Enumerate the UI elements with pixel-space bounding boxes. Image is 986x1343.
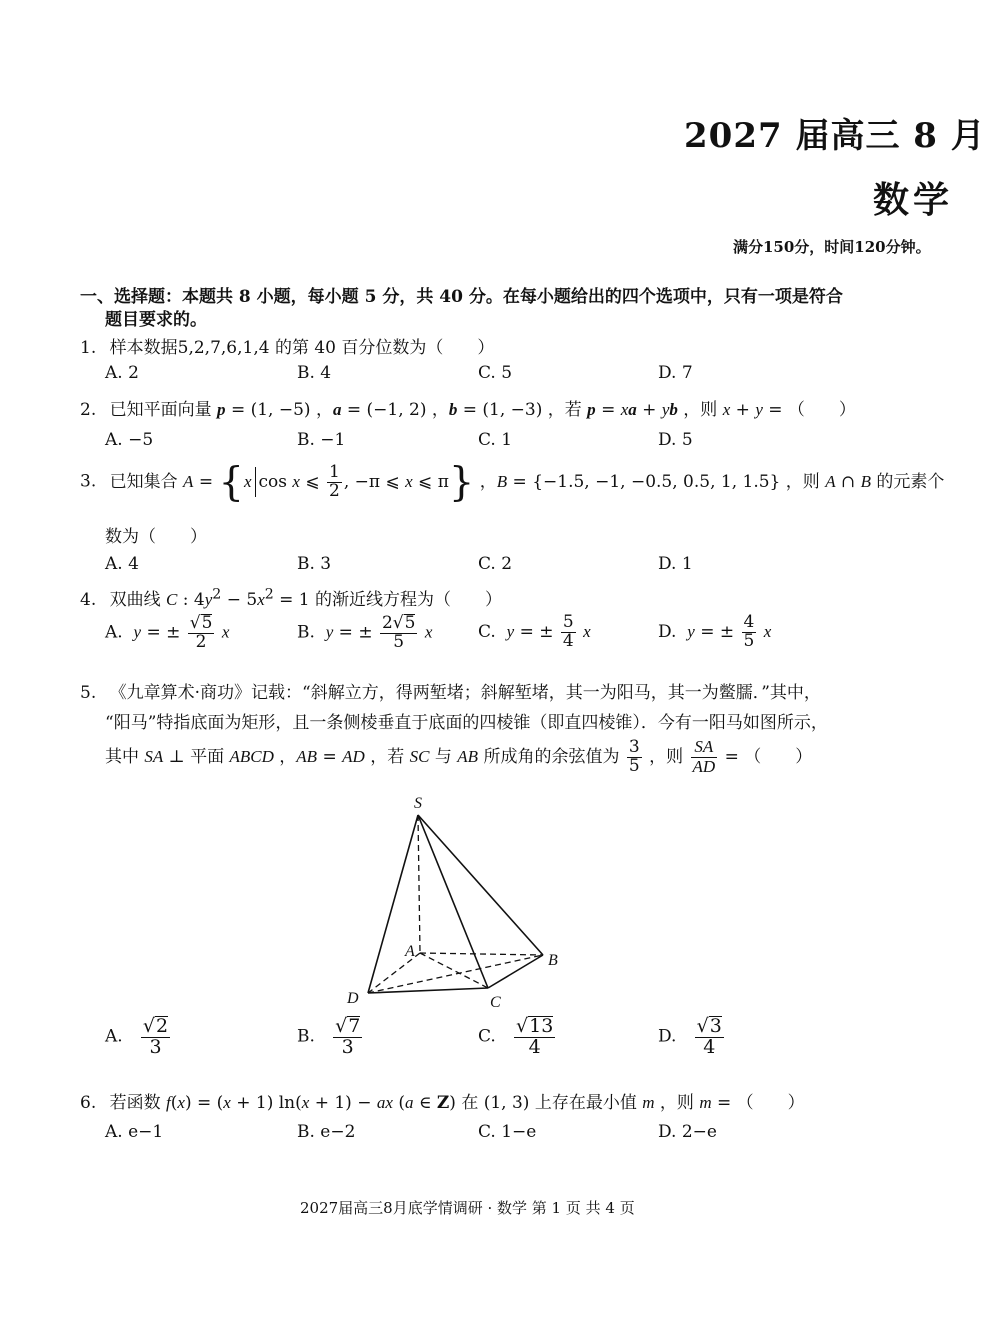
question-number: 5. [80,683,97,703]
option-d[interactable]: D. 5 [658,430,693,450]
question-number: 4. [80,590,97,610]
subject-title: 数学 [873,179,954,221]
question-text: 《九章算术·商功》记载：“斜解立方，得两堑堵；斜解堑堵，其一为阳马，其一为鳖臑．”其中， [109,683,821,703]
vertex-label-d: D [347,990,359,1007]
option-c[interactable]: C. 1−e [478,1122,537,1142]
question-1 [80,333,494,358]
section-heading-cont: 题目要求的。 [105,310,207,330]
question-6 [80,1088,805,1113]
question-number: 6. [80,1093,97,1113]
option-d[interactable]: D. 7 [658,363,693,383]
question-4 [80,585,502,610]
option-a[interactable]: A. $\frac{√2}{3}$ [105,1015,169,1058]
question-number: 2. [80,400,97,420]
question-5-line3: 其中 SA ⊥ 平面 ABCD ，AB = AD ，若 SC 与 AB 所成角的余弦值为 $\frac{3}{5}$ ，则 $\frac{SA}{AD}$ = （ ） [105,737,813,776]
option-c[interactable]: C. 5 [478,363,513,383]
option-d[interactable]: D. $\frac{√3}{4}$ [658,1015,722,1058]
question-text: 已知集合 A = {x cos x ⩽ $\frac{1}{2}$ , −π ⩽ x ⩽ π} ，B = {−1.5, −1, −0.5, 0.5, 1, 1.5} ，则 A ∩ B 的元素个 [109,459,945,505]
option-c[interactable]: C. y = ± $\frac{5}{4}$ x [478,612,591,651]
option-b[interactable]: B. 4 [297,363,332,383]
option-b[interactable]: B. e−2 [297,1122,356,1142]
option-d[interactable]: D. 1 [658,554,693,574]
section-heading: 一、选择题：本题共 8 小题，每小题 5 分，共 40 分。在每小题给出的四个选项中，只有一项是符合 [80,287,843,307]
vertex-label-c: C [490,994,501,1011]
option-a[interactable]: A. 4 [105,554,139,574]
option-a[interactable]: A. −5 [105,430,154,450]
option-b[interactable]: B. y = ± $\frac{2√5}{5}$ x [297,613,433,652]
question-text: 若函数 f(x) = (x + 1) ln(x + 1) − ax (a ∈ Z) 在 (1, 3) 上存在最小值 m ，则 m = （ ） [109,1093,805,1113]
option-a[interactable]: A. y = ± $\frac{√5}{2}$ x [105,613,230,652]
vertex-label-a: A [405,943,415,960]
option-c[interactable]: C. 2 [478,554,513,574]
option-c[interactable]: C. $\frac{√13}{4}$ [478,1015,554,1058]
question-text: 双曲线 C : $4y^2 - 5x^2 = 1$ 的渐近线方程为（ ） [109,586,503,610]
exam-note: 满分150分，时间120分钟。 [733,238,931,256]
option-a[interactable]: A. e−1 [105,1122,164,1142]
option-c[interactable]: C. 1 [478,430,513,450]
page-footer: 2027届高三8月底学情调研 · 数学 第 1 页 共 4 页 [300,1199,635,1217]
question-5 [80,678,821,703]
option-d[interactable]: D. y = ± $\frac{4}{5}$ x [658,612,772,651]
question-3-cont: 数为（ ） [105,527,207,547]
exam-title: 2027 届高三 8 月 [684,116,986,156]
option-d[interactable]: D. 2−e [658,1122,717,1142]
vertex-label-s: S [414,795,422,812]
question-5-line2: “阳马”特指底面为矩形，且一条侧棱垂直于底面的四棱锥（即直四棱锥）．今有一阳马如图所示， [105,713,828,733]
question-number: 1. [80,338,97,358]
question-number: 3. [80,471,97,492]
pyramid-figure [330,790,580,1015]
option-a[interactable]: A. 2 [105,363,139,383]
vertex-label-b: B [548,952,558,969]
question-3 [80,459,945,505]
option-b[interactable]: B. 3 [297,554,332,574]
question-2 [80,395,856,420]
question-text: 已知平面向量 p = (1, −5) ，a = (−1, 2) ，b = (1, −3) ，若 p = xa + yb ，则 x + y = （ ） [109,400,856,420]
option-b[interactable]: B. −1 [297,430,346,450]
question-text: 样本数据5,2,7,6,1,4 的第 40 百分位数为（ ） [109,338,495,358]
option-b[interactable]: B. $\frac{√7}{3}$ [297,1015,361,1058]
